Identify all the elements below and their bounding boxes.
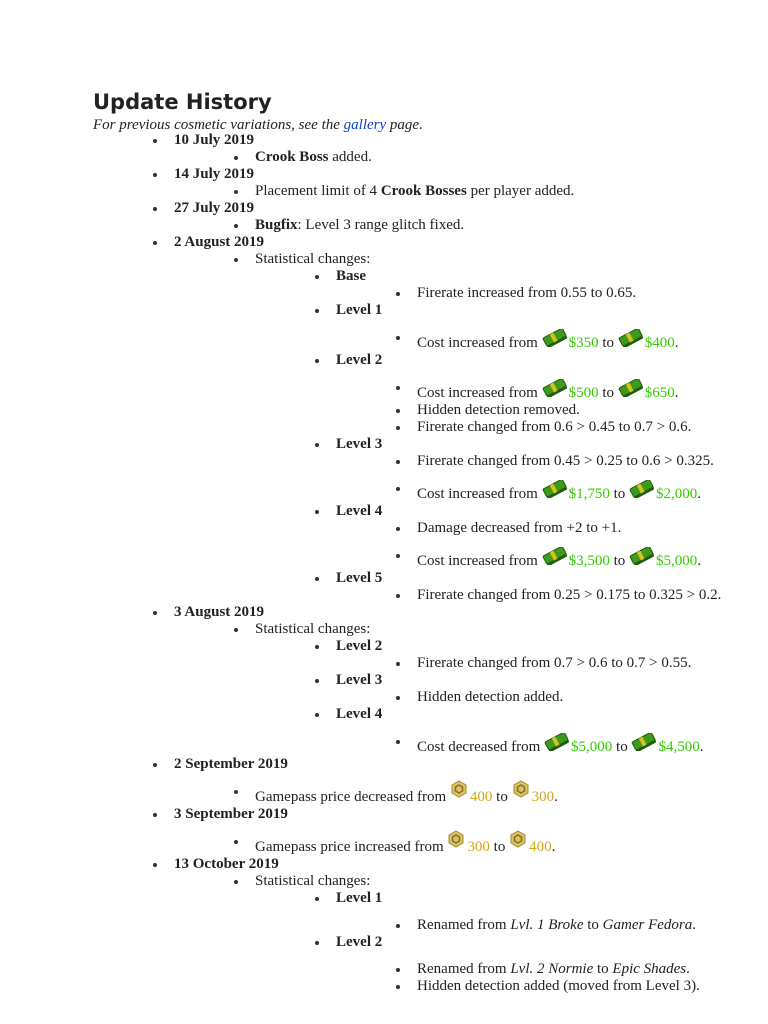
cash-stack-icon xyxy=(542,379,568,397)
change-list xyxy=(255,183,721,200)
level-change xyxy=(417,470,721,503)
old-name: Lvl. 2 Normie xyxy=(510,961,594,977)
update-list xyxy=(0,132,721,995)
change-text: . xyxy=(697,486,701,502)
old-name: Lvl. 1 Broke xyxy=(510,917,584,933)
robux-icon xyxy=(447,830,465,848)
level-change-list xyxy=(417,453,721,503)
robux-value: 400 xyxy=(529,839,552,855)
level-change xyxy=(417,951,721,978)
page-title: Update History xyxy=(93,90,272,114)
level-item xyxy=(336,302,721,352)
intro-after: page. xyxy=(389,117,423,133)
level-item xyxy=(336,503,721,570)
update-item xyxy=(0,200,721,234)
change-text: to xyxy=(602,335,614,351)
level-label: Level 5 xyxy=(336,570,383,586)
change-item xyxy=(255,621,721,756)
level-change: Hidden detection added. xyxy=(417,689,721,706)
change-text: : Level 3 range glitch fixed. xyxy=(297,217,465,233)
change-text: Statistical changes: xyxy=(255,251,371,267)
level-label: Level 4 xyxy=(336,706,383,722)
change-text: Cost decreased from xyxy=(417,739,541,755)
level-change: Firerate changed from 0.6 > 0.45 to 0.7 > 0.6. xyxy=(417,419,721,436)
change-text: . xyxy=(686,961,690,977)
robux-icon xyxy=(509,830,527,848)
level-label: Level 4 xyxy=(336,503,383,519)
change-item xyxy=(255,251,721,604)
change-text: to xyxy=(587,917,599,933)
update-date: 2 September 2019 xyxy=(174,756,288,772)
update-item xyxy=(0,806,721,856)
money-value: $1,750 xyxy=(568,486,610,502)
level-item xyxy=(336,570,721,604)
money-value: $500 xyxy=(568,385,599,401)
change-text: . xyxy=(551,839,556,855)
level-list xyxy=(336,890,721,995)
new-name: Epic Shades xyxy=(612,961,687,977)
change-text: Statistical changes: xyxy=(255,873,371,889)
money-value: $5,000 xyxy=(655,553,698,569)
change-item xyxy=(255,873,721,995)
level-change xyxy=(417,369,721,402)
change-text: to xyxy=(596,961,609,977)
new-name: Gamer Fedora xyxy=(602,917,693,933)
level-item xyxy=(336,672,721,706)
update-date: 14 July 2019 xyxy=(174,166,255,182)
money-value: $650 xyxy=(644,385,675,401)
change-text: Renamed from xyxy=(417,961,507,977)
change-text: per player added. xyxy=(470,183,575,199)
level-change: Firerate changed from 0.25 > 0.175 to 0.325 > 0.2. xyxy=(417,587,722,603)
change-text: to xyxy=(493,839,506,855)
change-text: Gamepass price increased from xyxy=(255,839,444,855)
change-text: to xyxy=(613,553,626,569)
change-text: Cost increased from xyxy=(417,553,538,569)
level-item xyxy=(336,934,721,995)
cash-stack-icon xyxy=(542,329,568,347)
change-list xyxy=(255,823,721,856)
level-list xyxy=(336,268,721,604)
tower-name: Crook Bosses xyxy=(380,183,467,199)
money-value: $4,500 xyxy=(658,739,700,755)
change-text: to xyxy=(602,385,614,401)
level-change: Firerate changed from 0.45 > 0.25 to 0.6 > 0.325. xyxy=(417,453,721,470)
change-text: added. xyxy=(332,149,372,165)
update-item xyxy=(0,604,721,756)
cash-stack-icon xyxy=(618,329,644,347)
update-item xyxy=(0,166,721,200)
change-text: . xyxy=(554,789,558,805)
change-text: to xyxy=(496,789,508,805)
level-change-list xyxy=(417,951,721,995)
change-list xyxy=(255,149,721,166)
level-change xyxy=(417,907,721,934)
level-change xyxy=(417,537,721,570)
change-list xyxy=(255,251,721,604)
level-label: Base xyxy=(336,268,366,284)
level-label: Level 3 xyxy=(336,436,383,452)
change-item xyxy=(255,149,721,166)
change-text: to xyxy=(613,486,626,502)
update-date: 2 August 2019 xyxy=(174,234,265,250)
cash-stack-icon xyxy=(542,547,568,565)
update-date: 10 July 2019 xyxy=(174,132,255,148)
level-change-list xyxy=(417,319,721,352)
robux-value: 300 xyxy=(531,789,555,805)
update-item xyxy=(0,132,721,166)
change-list xyxy=(255,217,721,234)
money-value: $2,000 xyxy=(655,486,698,502)
cash-stack-icon xyxy=(629,547,655,565)
money-value: $400 xyxy=(644,335,675,351)
bugfix-label: Bugfix xyxy=(255,217,298,233)
money-value: $350 xyxy=(568,335,599,351)
update-date: 27 July 2019 xyxy=(174,200,255,216)
change-item xyxy=(255,823,721,856)
change-list xyxy=(255,621,721,756)
level-change-list xyxy=(417,689,721,706)
gallery-link[interactable]: gallery xyxy=(343,117,387,133)
level-change-list xyxy=(417,520,721,570)
level-label: Level 2 xyxy=(336,352,383,368)
level-item xyxy=(336,890,721,934)
change-text: . xyxy=(699,739,704,755)
level-label: Level 3 xyxy=(336,672,383,688)
level-item xyxy=(336,638,721,672)
robux-value: 300 xyxy=(467,839,490,855)
tower-name: Crook Boss xyxy=(255,149,329,165)
change-item xyxy=(255,217,721,234)
change-text: Cost increased from xyxy=(417,335,538,351)
money-value: $5,000 xyxy=(571,739,613,755)
level-change xyxy=(417,319,721,352)
level-change-list xyxy=(417,369,721,436)
change-text: Cost increased from xyxy=(417,385,538,401)
level-item xyxy=(336,436,721,503)
level-change: Hidden detection added (moved from Level 3). xyxy=(417,978,721,995)
change-list xyxy=(255,873,721,995)
level-item xyxy=(336,352,721,436)
cash-stack-icon xyxy=(618,379,644,397)
update-item xyxy=(0,756,721,806)
level-list xyxy=(336,638,721,756)
level-change-list xyxy=(417,285,721,302)
change-text: . xyxy=(697,553,701,569)
change-text: Statistical changes: xyxy=(255,621,371,637)
intro-before: For previous cosmetic variations, see the xyxy=(93,117,340,133)
cash-stack-icon xyxy=(631,733,657,751)
change-text: Gamepass price decreased from xyxy=(255,789,447,805)
cash-stack-icon xyxy=(544,733,570,751)
level-change-list xyxy=(417,723,721,756)
update-date: 3 September 2019 xyxy=(174,806,288,822)
level-change-list xyxy=(417,587,721,604)
update-date: 3 August 2019 xyxy=(174,604,265,620)
change-item xyxy=(255,773,721,806)
level-change-list xyxy=(417,655,721,672)
level-change-list xyxy=(417,907,721,934)
change-text: Renamed from xyxy=(417,917,507,933)
robux-value: 400 xyxy=(469,789,493,805)
level-change: Damage decreased from +2 to +1. xyxy=(417,520,721,537)
level-item xyxy=(336,268,721,302)
level-label: Level 2 xyxy=(336,934,383,950)
update-date: 13 October 2019 xyxy=(174,856,279,872)
change-text: to xyxy=(616,739,628,755)
level-label: Level 1 xyxy=(336,890,383,906)
update-item xyxy=(0,234,721,604)
level-item xyxy=(336,706,721,756)
level-label: Level 2 xyxy=(336,638,383,654)
change-text: Cost increased from xyxy=(417,486,538,502)
cash-stack-icon xyxy=(629,480,655,498)
change-item xyxy=(255,183,721,200)
level-change xyxy=(417,723,721,756)
cash-stack-icon xyxy=(542,480,568,498)
change-text: Placement limit of 4 xyxy=(255,183,378,199)
level-change: Firerate changed from 0.7 > 0.6 to 0.7 > 0.55. xyxy=(417,655,721,672)
change-text: . xyxy=(674,335,679,351)
change-list xyxy=(255,773,721,806)
level-change: Hidden detection removed. xyxy=(417,402,721,419)
change-text: . xyxy=(692,917,696,933)
change-text: . xyxy=(674,385,679,401)
robux-icon xyxy=(512,780,530,798)
level-label: Level 1 xyxy=(336,302,383,318)
update-item xyxy=(0,856,721,995)
money-value: $3,500 xyxy=(568,553,610,569)
level-change: Firerate increased from 0.55 to 0.65. xyxy=(417,285,721,302)
robux-icon xyxy=(450,780,468,798)
